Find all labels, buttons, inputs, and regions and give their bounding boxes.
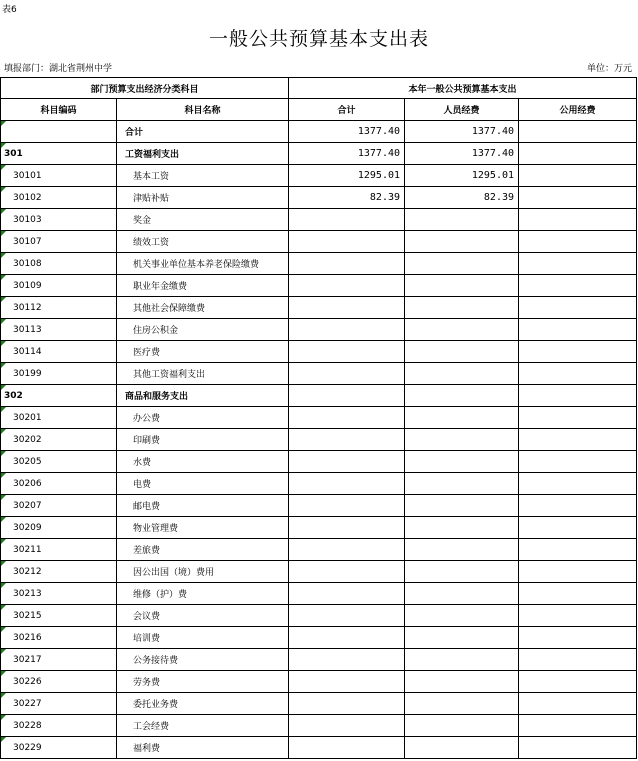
cell-name: 因公出国（境）费用 (117, 561, 289, 583)
cell-name: 差旅费 (117, 539, 289, 561)
cell-code: 30206 (1, 473, 117, 495)
table-row (1, 363, 637, 385)
cell-personnel (405, 407, 519, 429)
cell-total (289, 473, 405, 495)
cell-personnel (405, 693, 519, 715)
cell-name: 水费 (117, 451, 289, 473)
cell-personnel (405, 385, 519, 407)
cell-total (289, 561, 405, 583)
table-row (1, 319, 637, 341)
cell-public (519, 253, 637, 275)
cell-public (519, 495, 637, 517)
cell-public (519, 693, 637, 715)
cell-public (519, 165, 637, 187)
cell-public (519, 451, 637, 473)
cell-code: 30103 (1, 209, 117, 231)
cell-personnel (405, 429, 519, 451)
cell-personnel (405, 231, 519, 253)
cell-total (289, 341, 405, 363)
cell-total (289, 627, 405, 649)
cell-personnel (405, 297, 519, 319)
cell-code: 30226 (1, 671, 117, 693)
cell-public (519, 429, 637, 451)
cell-total (289, 319, 405, 341)
table-row (1, 385, 637, 407)
cell-personnel (405, 253, 519, 275)
cell-code: 30107 (1, 231, 117, 253)
cell-name: 职业年金缴费 (117, 275, 289, 297)
table-row (1, 737, 637, 759)
table-row (1, 429, 637, 451)
cell-name: 基本工资 (117, 165, 289, 187)
table-row (1, 275, 637, 297)
cell-code: 30108 (1, 253, 117, 275)
cell-public (519, 737, 637, 759)
cell-total: 1377.40 (289, 121, 405, 143)
cell-name: 邮电费 (117, 495, 289, 517)
table-row (1, 517, 637, 539)
cell-public (519, 539, 637, 561)
cell-total (289, 253, 405, 275)
cell-total (289, 363, 405, 385)
cell-personnel (405, 715, 519, 737)
cell-name: 物业管理费 (117, 517, 289, 539)
cell-code: 30207 (1, 495, 117, 517)
cell-total (289, 715, 405, 737)
cell-personnel (405, 451, 519, 473)
cell-personnel (405, 583, 519, 605)
table-row (1, 165, 637, 187)
cell-public (519, 341, 637, 363)
cell-code: 30216 (1, 627, 117, 649)
cell-personnel: 82.39 (405, 187, 519, 209)
cell-name: 津贴补贴 (117, 187, 289, 209)
cell-public (519, 671, 637, 693)
cell-public (519, 715, 637, 737)
table-row (1, 605, 637, 627)
cell-code: 301 (1, 143, 117, 165)
cell-total (289, 605, 405, 627)
cell-code (1, 121, 117, 143)
cell-total (289, 583, 405, 605)
cell-total (289, 539, 405, 561)
cell-public (519, 627, 637, 649)
cell-total (289, 671, 405, 693)
cell-code: 30113 (1, 319, 117, 341)
cell-total: 1295.01 (289, 165, 405, 187)
cell-name: 电费 (117, 473, 289, 495)
currency-unit: 单位：万元 (586, 64, 632, 74)
cell-code: 30109 (1, 275, 117, 297)
cell-code: 30215 (1, 605, 117, 627)
cell-code: 30112 (1, 297, 117, 319)
cell-public (519, 385, 637, 407)
cell-public (519, 121, 637, 143)
cell-public (519, 143, 637, 165)
cell-personnel (405, 209, 519, 231)
cell-name: 委托业务费 (117, 693, 289, 715)
table-row (1, 187, 637, 209)
cell-name: 机关事业单位基本养老保险缴费 (117, 253, 289, 275)
cell-personnel (405, 561, 519, 583)
header-public: 公用经费 (519, 99, 637, 121)
table-row (1, 539, 637, 561)
cell-name: 会议费 (117, 605, 289, 627)
cell-name: 绩效工资 (117, 231, 289, 253)
cell-code: 30199 (1, 363, 117, 385)
table-row (1, 715, 637, 737)
cell-name: 医疗费 (117, 341, 289, 363)
table-row (1, 671, 637, 693)
cell-public (519, 275, 637, 297)
cell-personnel (405, 737, 519, 759)
cell-name: 奖金 (117, 209, 289, 231)
cell-public (519, 319, 637, 341)
table-row (1, 253, 637, 275)
table-row (1, 627, 637, 649)
cell-personnel (405, 473, 519, 495)
table-row (1, 341, 637, 363)
cell-public (519, 561, 637, 583)
cell-personnel (405, 341, 519, 363)
cell-public (519, 517, 637, 539)
cell-personnel (405, 539, 519, 561)
header-group-expenditure: 本年一般公共预算基本支出 (289, 78, 637, 99)
table-row (1, 143, 637, 165)
cell-public (519, 583, 637, 605)
cell-name: 公务接待费 (117, 649, 289, 671)
cell-name: 办公费 (117, 407, 289, 429)
cell-total (289, 517, 405, 539)
table-row (1, 231, 637, 253)
table-row (1, 583, 637, 605)
cell-personnel (405, 495, 519, 517)
header-code: 科目编码 (1, 99, 117, 121)
cell-total (289, 649, 405, 671)
cell-total: 82.39 (289, 187, 405, 209)
cell-personnel (405, 605, 519, 627)
cell-name: 工资福利支出 (117, 143, 289, 165)
table-row (1, 473, 637, 495)
cell-public (519, 473, 637, 495)
cell-name: 印刷费 (117, 429, 289, 451)
cell-code: 30229 (1, 737, 117, 759)
cell-public (519, 209, 637, 231)
cell-public (519, 231, 637, 253)
cell-personnel (405, 517, 519, 539)
cell-personnel (405, 363, 519, 385)
cell-name: 商品和服务支出 (117, 385, 289, 407)
cell-name: 其他社会保障缴费 (117, 297, 289, 319)
cell-personnel: 1295.01 (405, 165, 519, 187)
cell-code: 30209 (1, 517, 117, 539)
cell-name: 工会经费 (117, 715, 289, 737)
cell-total (289, 495, 405, 517)
header-row-columns (1, 99, 637, 121)
cell-name: 福利费 (117, 737, 289, 759)
table-row (1, 693, 637, 715)
cell-public (519, 605, 637, 627)
table-row (1, 121, 637, 143)
table-row (1, 407, 637, 429)
sheet-tag: 表6 (2, 5, 17, 15)
table-row (1, 209, 637, 231)
cell-total (289, 275, 405, 297)
cell-code: 30101 (1, 165, 117, 187)
cell-code: 30213 (1, 583, 117, 605)
cell-code: 30102 (1, 187, 117, 209)
cell-code: 30228 (1, 715, 117, 737)
table-row (1, 297, 637, 319)
cell-code: 30217 (1, 649, 117, 671)
cell-total (289, 297, 405, 319)
cell-total (289, 737, 405, 759)
cell-name: 其他工资福利支出 (117, 363, 289, 385)
table-row (1, 495, 637, 517)
cell-public (519, 407, 637, 429)
cell-name: 劳务费 (117, 671, 289, 693)
cell-public (519, 297, 637, 319)
page-title: 一般公共预算基本支出表 (208, 28, 429, 50)
cell-personnel: 1377.40 (405, 143, 519, 165)
cell-public (519, 363, 637, 385)
cell-total: 1377.40 (289, 143, 405, 165)
cell-personnel (405, 275, 519, 297)
cell-code: 30201 (1, 407, 117, 429)
cell-total (289, 407, 405, 429)
cell-total (289, 429, 405, 451)
cell-personnel (405, 319, 519, 341)
cell-name: 住房公积金 (117, 319, 289, 341)
cell-code: 30212 (1, 561, 117, 583)
header-personnel: 人员经费 (405, 99, 519, 121)
cell-total (289, 385, 405, 407)
cell-code: 30114 (1, 341, 117, 363)
cell-public (519, 187, 637, 209)
header-row-group (1, 78, 637, 99)
cell-personnel (405, 671, 519, 693)
cell-personnel: 1377.40 (405, 121, 519, 143)
cell-total (289, 451, 405, 473)
cell-total (289, 231, 405, 253)
table-row (1, 561, 637, 583)
cell-name: 维修（护）费 (117, 583, 289, 605)
header-group-classification: 部门预算支出经济分类科目 (1, 78, 289, 99)
budget-table (0, 77, 637, 759)
cell-code: 30211 (1, 539, 117, 561)
cell-public (519, 649, 637, 671)
cell-personnel (405, 627, 519, 649)
header-total: 合计 (289, 99, 405, 121)
cell-code: 302 (1, 385, 117, 407)
cell-code: 30227 (1, 693, 117, 715)
cell-total (289, 209, 405, 231)
header-name: 科目名称 (117, 99, 289, 121)
cell-name: 合计 (117, 121, 289, 143)
cell-code: 30205 (1, 451, 117, 473)
reporting-unit: 填报部门：湖北省荆州中学 (4, 64, 113, 74)
cell-personnel (405, 649, 519, 671)
cell-code: 30202 (1, 429, 117, 451)
cell-total (289, 693, 405, 715)
table-row (1, 451, 637, 473)
table-row (1, 649, 637, 671)
cell-name: 培训费 (117, 627, 289, 649)
